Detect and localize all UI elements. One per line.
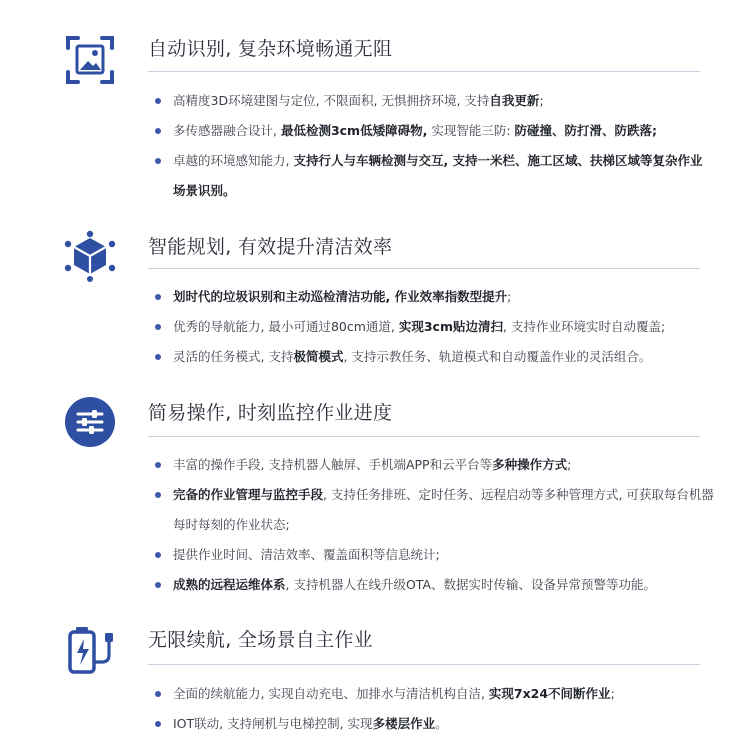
bullet-text: ; (567, 457, 572, 472)
section-title: 无限续航, 全场景自主作业 (148, 629, 373, 651)
bullet-item (155, 450, 715, 480)
bullet-item (155, 709, 715, 739)
bullet-item (155, 146, 715, 206)
section-title: 简易操作, 时刻监控作业进度 (148, 402, 393, 424)
section-divider (148, 436, 700, 437)
bullet-text: 丰富的操作手段, 支持机器人触屏、手机端APP和云平台等 (173, 457, 493, 472)
bullet-text: 实现智能三防: (427, 123, 515, 138)
bullet-text-bold: 实现7x24不间断作业 (488, 686, 611, 701)
cube-network-icon (64, 230, 116, 282)
bullet-text: 卓越的环境感知能力, (173, 153, 294, 168)
bullet-text: 提供作业时间、清洁效率、覆盖面积等信息统计; (173, 547, 440, 562)
bullet-text: 。 (435, 716, 448, 731)
bullet-text-bold: 成熟的远程运维体系 (173, 577, 286, 592)
bullet-item (155, 312, 715, 342)
bullet-item (155, 570, 715, 600)
bullet-item (155, 116, 715, 146)
bullet-text: ; (507, 289, 512, 304)
battery-charging-icon (64, 624, 116, 676)
bullet-item (155, 540, 715, 570)
bullet-text: 优秀的导航能力, 最小可通过80cm通道, (173, 319, 399, 334)
bullet-text: 高精度3D环境建图与定位, 不限面积, 无惧拥挤环境, 支持 (173, 93, 490, 108)
bullet-item (155, 679, 715, 709)
bullet-text-bold: 极简模式 (293, 349, 344, 364)
bullet-text: 多传感器融合设计, (173, 123, 281, 138)
bullet-text-bold: 最低检测3cm低矮障碍物, (280, 123, 428, 138)
bullet-text-bold: 实现3cm贴边清扫 (398, 319, 503, 334)
section-divider (148, 268, 700, 269)
section-title: 智能规划, 有效提升清洁效率 (148, 236, 393, 258)
bullet-text-bold: 多楼层作业 (372, 716, 436, 731)
bullet-text: 全面的续航能力, 实现自动充电、加排水与清洁机构自洁, (173, 686, 489, 701)
bullet-text-bold: 完备的作业管理与监控手段 (173, 487, 324, 502)
bullet-item (155, 342, 715, 372)
bullet-text: IOT联动, 支持闸机与电梯控制, 实现 (173, 716, 373, 731)
bullet-item (155, 480, 715, 540)
bullet-list (155, 86, 715, 206)
bullet-item (155, 282, 715, 312)
section-divider (148, 71, 700, 72)
bullet-text: ; (539, 93, 544, 108)
slider-control-icon (64, 396, 116, 448)
bullet-text: , 支持作业环境实时自动覆盖; (503, 319, 666, 334)
bullet-text: , 支持示教任务、轨道模式和自动覆盖作业的灵活组合。 (343, 349, 652, 364)
bullet-text: 灵活的任务模式, 支持 (173, 349, 294, 364)
bullet-list (155, 679, 715, 739)
bullet-text-bold: 划时代的垃圾识别和主动巡检清洁功能, 作业效率指数型提升 (173, 289, 508, 304)
image-scan-icon (64, 34, 116, 86)
bullet-text-bold: 支持行人与车辆检测与交互, 支持一米栏、施工区域、扶梯区域等复杂作业场景识别。 (173, 153, 703, 198)
bullet-text-bold: 自我更新 (489, 93, 540, 108)
bullet-text: , 支持机器人在线升级OTA、数据实时传输、设备异常预警等功能。 (285, 577, 657, 592)
bullet-text-bold: 多种操作方式 (492, 457, 568, 472)
bullet-text: , 支持任务排班、定时任务、远程启动等多种管理方式, 可获取每台机器每时每刻的作业状态; (173, 487, 714, 532)
section-divider (148, 664, 700, 665)
bullet-list (155, 282, 715, 372)
bullet-text-bold: 防碰撞、防打滑、防跌落; (514, 123, 658, 138)
bullet-list (155, 450, 715, 600)
section-title: 自动识别, 复杂环境畅通无阻 (148, 38, 393, 60)
bullet-item (155, 86, 715, 116)
bullet-text: ; (610, 686, 615, 701)
